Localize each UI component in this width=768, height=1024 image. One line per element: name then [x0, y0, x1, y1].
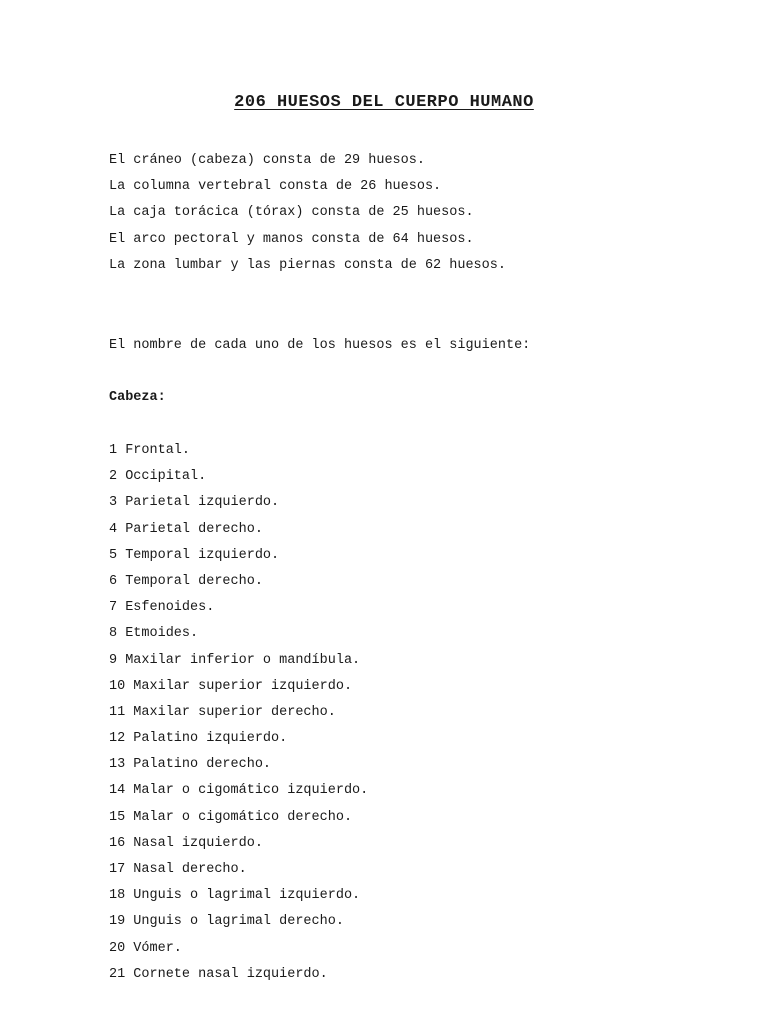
- bone-item: 18 Unguis o lagrimal izquierdo.: [109, 888, 361, 904]
- bone-list: [109, 438, 368, 988]
- document-title: [0, 92, 768, 114]
- intro-paragraph: El nombre de cada uno de los huesos es el siguiente:: [109, 338, 531, 353]
- summary-line: El arco pectoral y manos consta de 64 huesos.: [109, 231, 474, 247]
- bone-item: 11 Maxilar superior derecho.: [109, 704, 336, 720]
- summary-line: La columna vertebral consta de 26 huesos.: [109, 179, 442, 195]
- bone-item: 3 Parietal izquierdo.: [109, 495, 280, 511]
- document-title-text: 206 HUESOS DEL CUERPO HUMANO: [234, 93, 534, 112]
- summary-line: La caja torácica (tórax) consta de 25 huesos.: [109, 205, 474, 221]
- bone-item: 12 Palatino izquierdo.: [109, 731, 288, 747]
- summary-line: El cráneo (cabeza) consta de 29 huesos.: [109, 153, 425, 168]
- summary-line: La zona lumbar y las piernas consta de 62 huesos.: [109, 257, 506, 273]
- bone-item: 13 Palatino derecho.: [109, 757, 272, 773]
- bone-item: 4 Parietal derecho.: [109, 521, 263, 537]
- bone-item: 16 Nasal izquierdo.: [109, 835, 263, 851]
- bone-item: 21 Cornete nasal izquierdo.: [109, 966, 328, 982]
- bone-count-summary: [109, 148, 506, 279]
- bone-item: 7 Esfenoides.: [109, 600, 215, 616]
- bone-item: 14 Malar o cigomático izquierdo.: [109, 783, 369, 799]
- bone-item: 9 Maxilar inferior o mandíbula.: [109, 652, 361, 668]
- section-heading-cabeza: Cabeza:: [109, 390, 166, 405]
- bone-item: 15 Malar o cigomático derecho.: [109, 809, 353, 825]
- bone-item: 19 Unguis o lagrimal derecho.: [109, 914, 344, 930]
- bone-item: 6 Temporal derecho.: [109, 573, 263, 589]
- bone-item: 10 Maxilar superior izquierdo.: [109, 678, 353, 694]
- bone-item: 5 Temporal izquierdo.: [109, 547, 280, 563]
- bone-item: 17 Nasal derecho.: [109, 862, 247, 877]
- bone-item: 20 Vómer.: [109, 940, 182, 956]
- bone-item: 8 Etmoides.: [109, 626, 199, 642]
- bone-item: 1 Frontal.: [109, 443, 191, 458]
- bone-item: 2 Occipital.: [109, 469, 207, 485]
